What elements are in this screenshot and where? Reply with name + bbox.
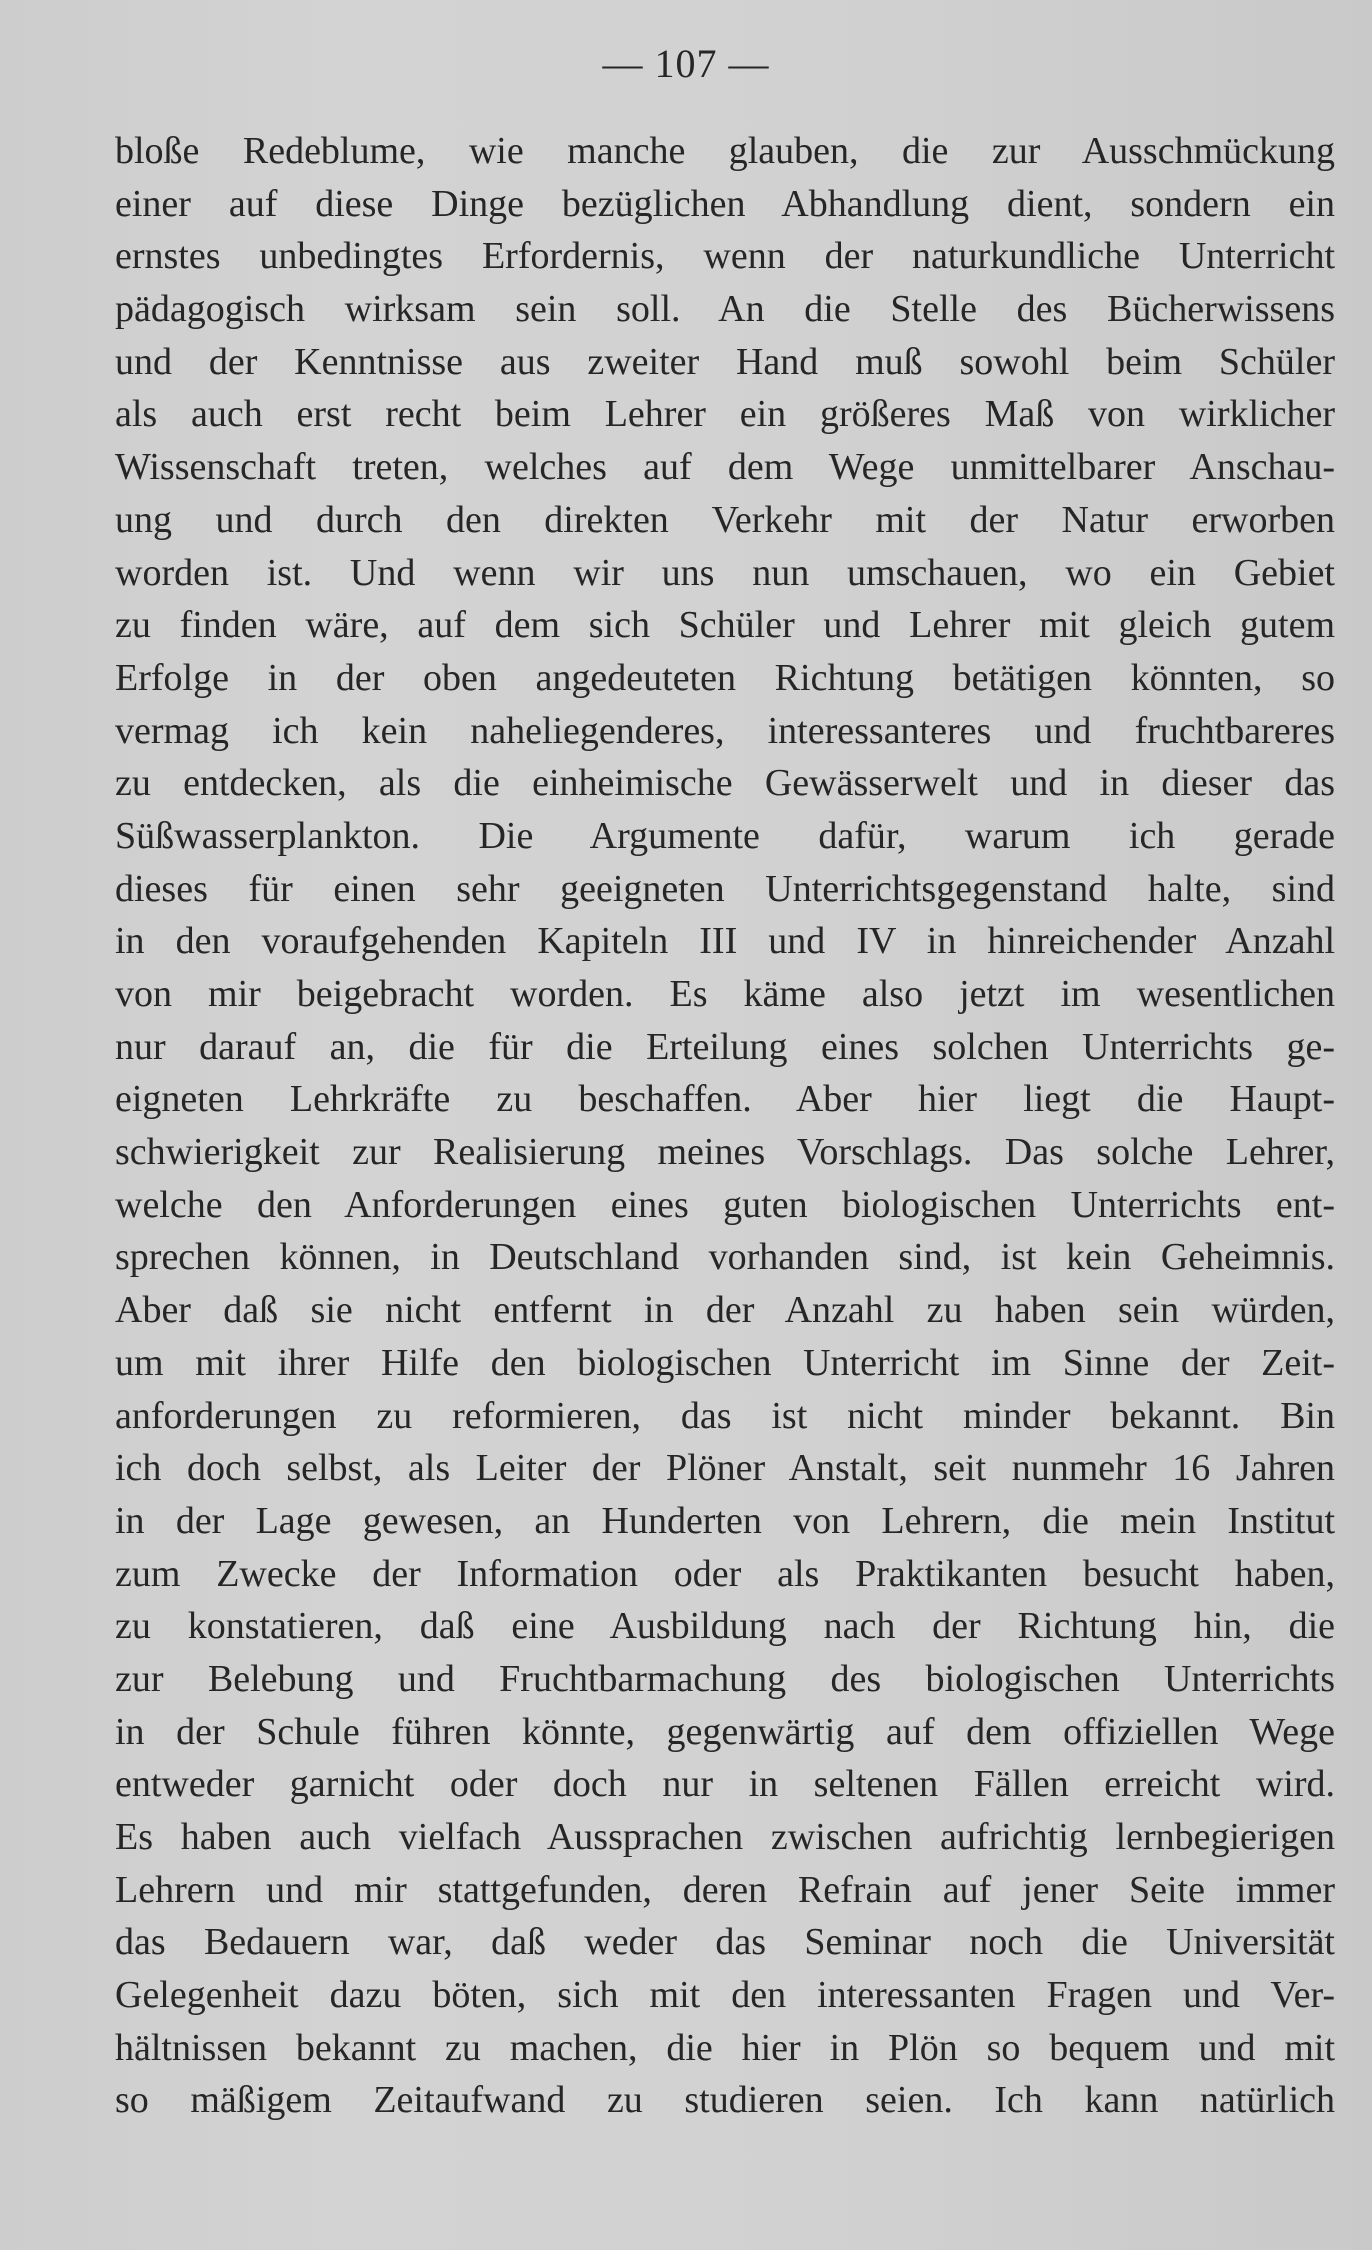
text-line: so mäßigem Zeitaufwand zu studieren seien. Ich kann natürlich [115, 2079, 1335, 2122]
page-number-header: — 107 — [602, 41, 770, 86]
text-line: Wissenschaft treten, welches auf dem Wege unmittelbarer Anschau- [115, 446, 1335, 489]
text-line: ung und durch den direkten Verkehr mit der Natur erworben [115, 498, 1335, 541]
text-line: Es haben auch vielfach Aussprachen zwischen aufrichtig lernbegierigen [115, 1816, 1335, 1858]
text-line: Gelegenheit dazu böten, sich mit den interessanten Fragen und Ver- [115, 1974, 1335, 2017]
text-line: und der Kenntnisse aus zweiter Hand muß sowohl beim Schüler [115, 340, 1335, 383]
text-line: anforderungen zu reformieren, das ist nicht minder bekannt. Bin [115, 1394, 1335, 1437]
text-line: worden ist. Und wenn wir uns nun umschauen, wo ein Gebiet [115, 551, 1335, 594]
text-line: ernstes unbedingtes Erfordernis, wenn der naturkundliche Unterricht [115, 235, 1335, 278]
text-line: entweder garnicht oder doch nur in seltenen Fällen erreicht wird. [115, 1763, 1335, 1806]
text-line: zur Belebung und Fruchtbarmachung des biologischen Unterrichts [115, 1657, 1335, 1700]
text-line: vermag ich kein naheliegenderes, interessanteres und fruchtbareres [115, 709, 1335, 752]
text-line: zu entdecken, als die einheimische Gewässerwelt und in dieser das [115, 762, 1335, 805]
text-line: bloße Redeblume, wie manche glauben, die zur Ausschmückung [115, 130, 1335, 172]
text-line: pädagogisch wirksam sein soll. An die Stelle des Bücherwissens [115, 288, 1335, 331]
text-line: in der Schule führen könnte, gegenwärtig auf dem offiziellen Wege [115, 1710, 1335, 1753]
text-line: hältnissen bekannt zu machen, die hier in Plön so bequem und mit [115, 2026, 1335, 2069]
text-line: eigneten Lehrkräfte zu beschaffen. Aber hier liegt die Haupt- [115, 1078, 1335, 1121]
text-line: einer auf diese Dinge bezüglichen Abhandlung dient, sondern ein [115, 182, 1335, 225]
text-line: Aber daß sie nicht entfernt in der Anzahl zu haben sein würden, [115, 1289, 1335, 1332]
text-line: sprechen können, in Deutschland vorhanden sind, ist kein Geheimnis. [115, 1236, 1335, 1279]
text-line: ich doch selbst, als Leiter der Plöner Anstalt, seit nunmehr 16 Jahren [115, 1447, 1335, 1490]
text-line: schwierigkeit zur Realisierung meines Vorschlags. Das solche Lehrer, [115, 1131, 1335, 1174]
body-text [115, 125, 1335, 2127]
text-line: zum Zwecke der Information oder als Praktikanten besucht haben, [115, 1552, 1335, 1595]
text-line: als auch erst recht beim Lehrer ein größeres Maß von wirklicher [115, 393, 1335, 436]
text-line: Erfolge in der oben angedeuteten Richtung betätigen könnten, so [115, 656, 1335, 699]
text-line: in der Lage gewesen, an Hunderten von Lehrern, die mein Institut [115, 1499, 1335, 1542]
text-line: um mit ihrer Hilfe den biologischen Unterricht im Sinne der Zeit- [115, 1341, 1335, 1384]
text-line: welche den Anforderungen eines guten biologischen Unterrichts ent- [115, 1183, 1335, 1226]
text-line: das Bedauern war, daß weder das Seminar noch die Universität [115, 1921, 1335, 1964]
text-line: nur darauf an, die für die Erteilung eines solchen Unterrichts ge- [115, 1025, 1335, 1068]
text-line: zu konstatieren, daß eine Ausbildung nach der Richtung hin, die [115, 1605, 1335, 1648]
text-line: zu finden wäre, auf dem sich Schüler und Lehrer mit gleich gutem [115, 604, 1335, 647]
text-line: in den voraufgehenden Kapiteln III und IV in hinreichender Anzahl [115, 920, 1335, 963]
text-line: Lehrern und mir stattgefunden, deren Refrain auf jener Seite immer [115, 1868, 1335, 1911]
text-line: von mir beigebracht worden. Es käme also jetzt im wesentlichen [115, 973, 1335, 1015]
text-line: Süßwasserplankton. Die Argumente dafür, warum ich gerade [115, 814, 1335, 857]
text-line: dieses für einen sehr geeigneten Unterrichtsgegenstand halte, sind [115, 867, 1335, 910]
